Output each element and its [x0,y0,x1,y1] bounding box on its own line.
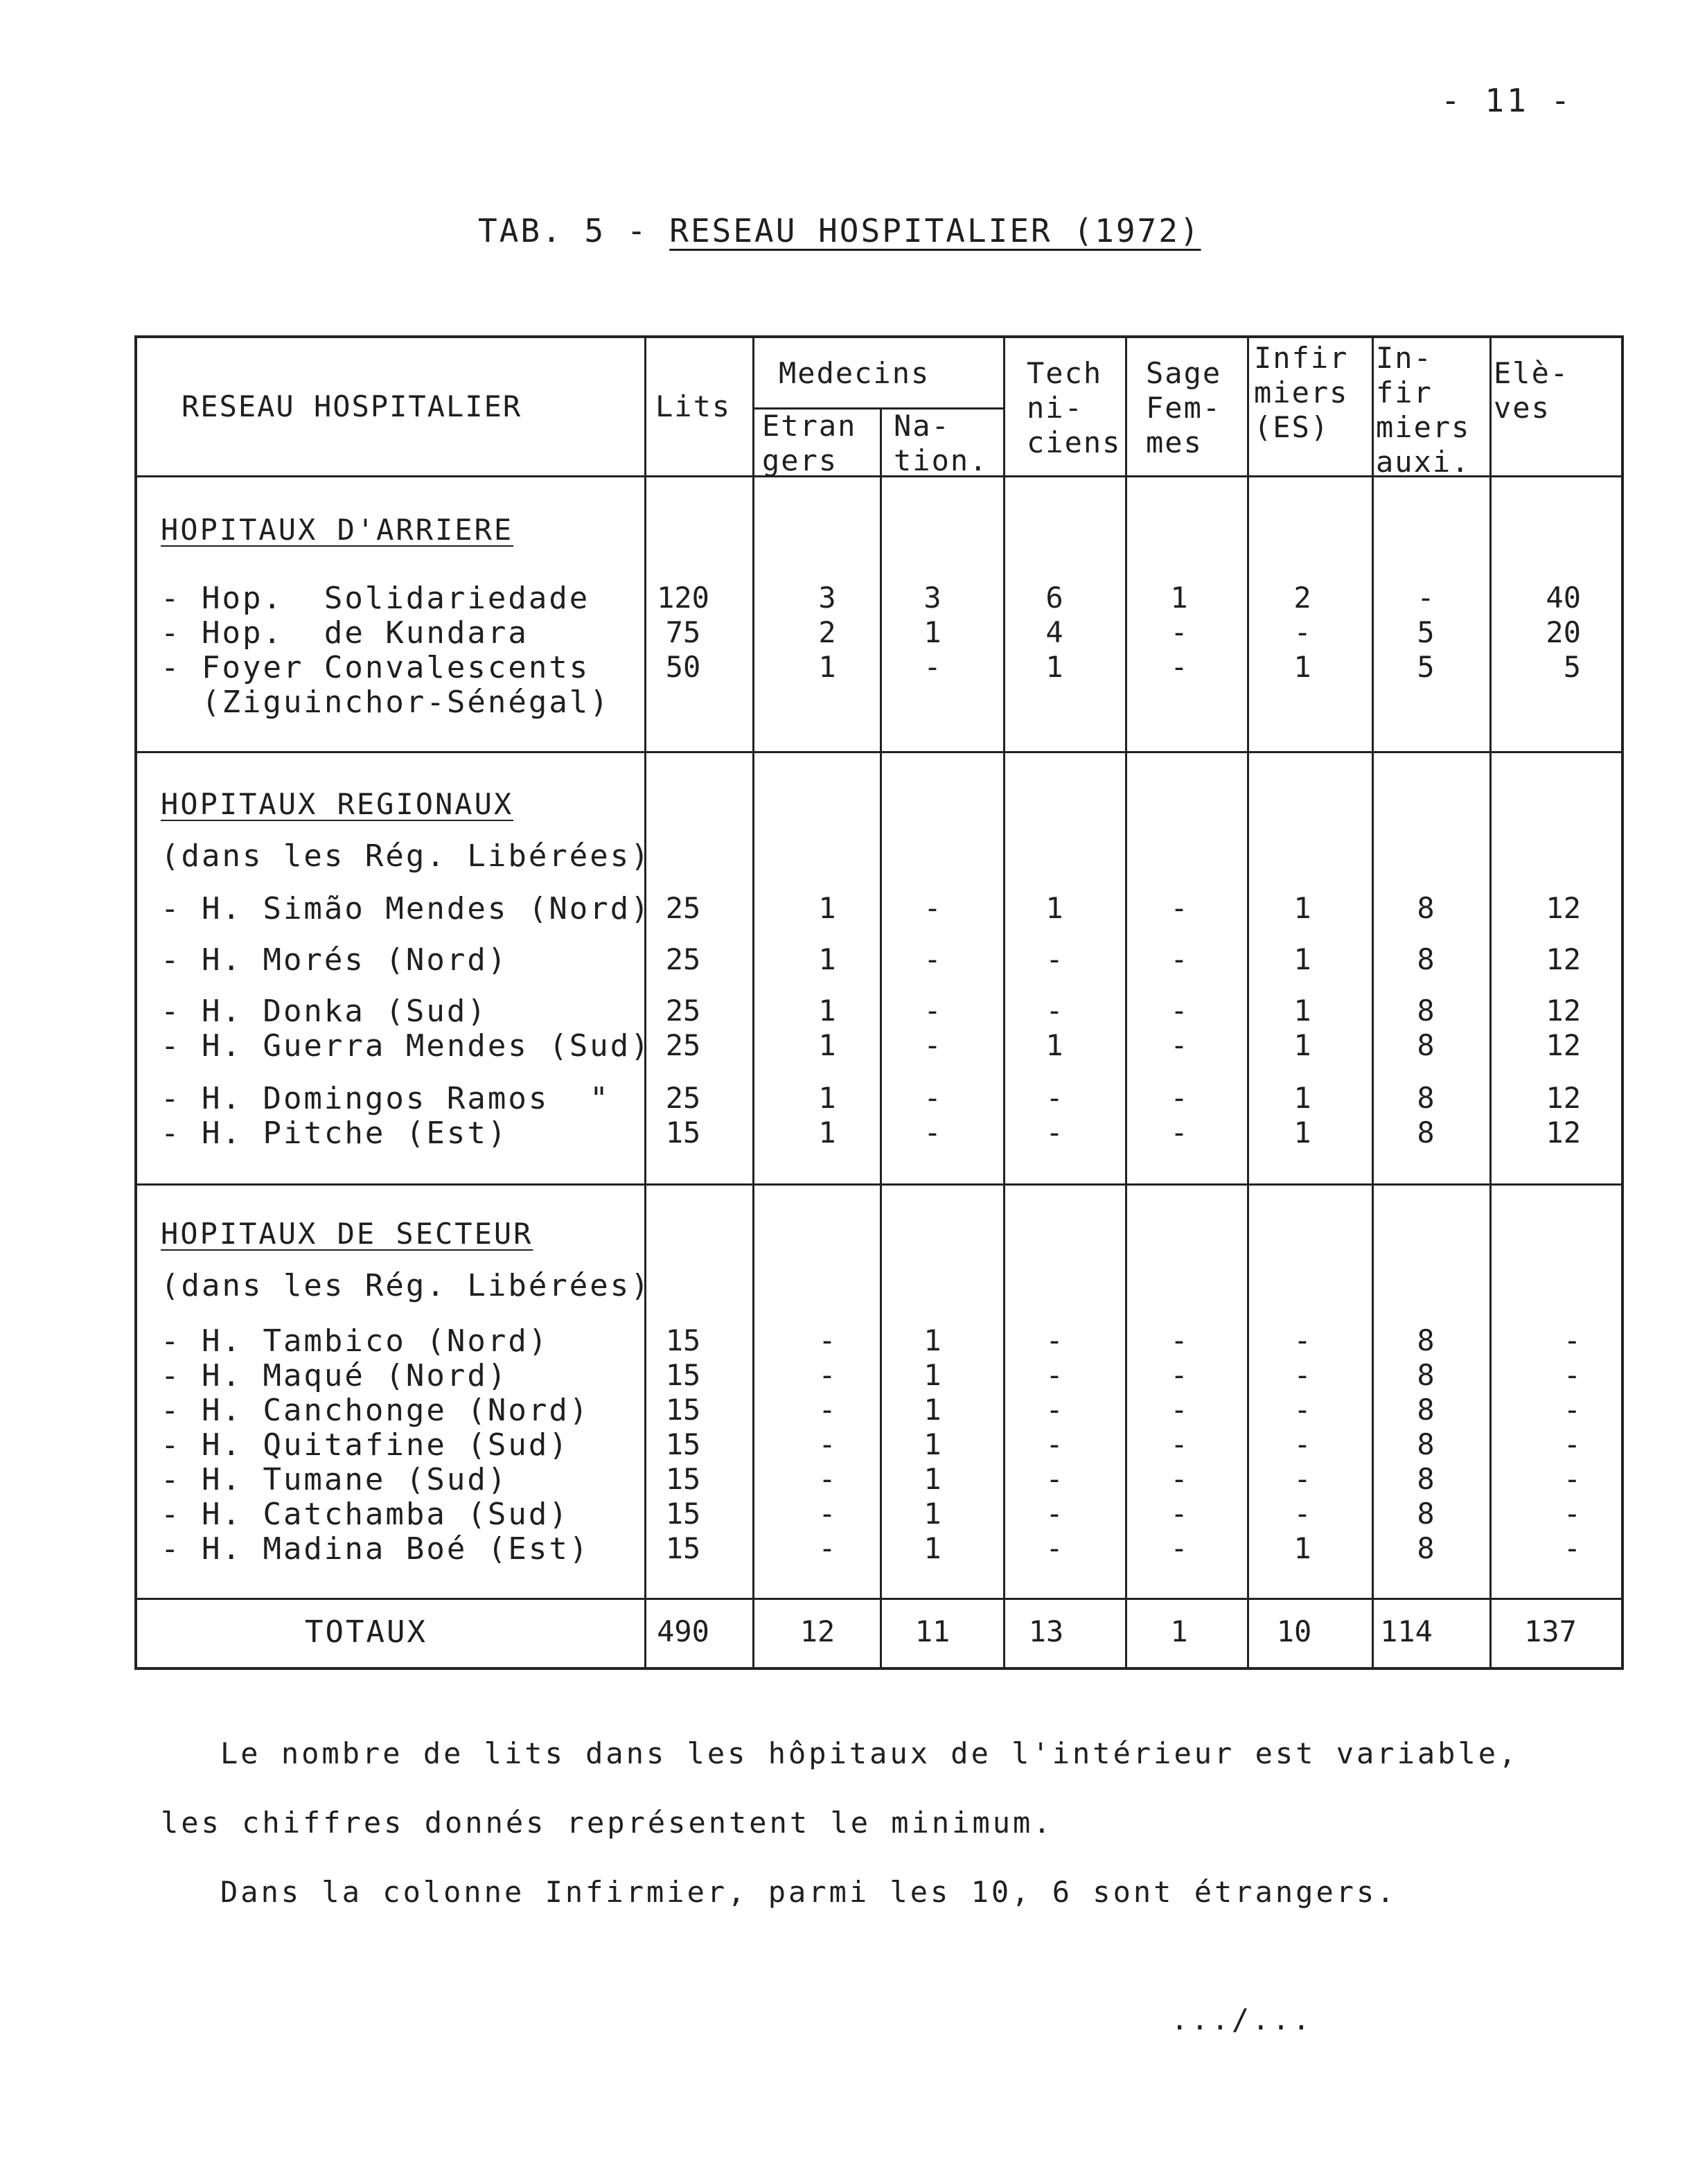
table-cell-tech: - [1045,1427,1063,1461]
table-cell-inf: 1 [1293,1116,1311,1150]
table-cell-etr: - [818,1462,836,1496]
table-cell-aux: 8 [1417,1497,1435,1531]
table-cell-sage: - [1170,1393,1188,1427]
section-title: HOPITAUX D'ARRIERE [161,513,514,547]
table-cell-aux: 8 [1417,1462,1435,1496]
footnote-2: les chiffres donnés représentent le minimum. [161,1806,1054,1840]
table-row-name: - H. Donka (Sud) [161,994,488,1029]
table-cell-lits: 50 [665,650,701,684]
table-cell-nat: - [923,942,941,976]
table-cell-sage: - [1170,891,1188,925]
totals-nationaux: 11 [914,1614,950,1648]
table-cell-elev: 12 [1546,1028,1581,1062]
table-cell-lits: 25 [665,1081,701,1115]
header-etrangers: Etran gers [762,409,857,477]
table-cell-nat: 1 [923,1358,941,1392]
table-row-name: - H. Morés (Nord) [161,942,508,978]
table-cell-nat: 1 [923,1462,941,1496]
table-cell-elev: 20 [1546,615,1581,649]
table-cell-elev: 40 [1546,581,1581,615]
table-cell-aux: 5 [1417,650,1435,684]
table-cell-aux: - [1417,581,1435,615]
grid-line-v [1003,335,1005,1667]
table-cell-aux: 8 [1417,1393,1435,1427]
table-cell-elev: - [1563,1497,1581,1531]
table-cell-tech: - [1045,1081,1063,1115]
grid-line-h [134,1183,1624,1186]
table-cell-etr: 1 [818,942,836,976]
table-cell-nat: 3 [923,581,941,615]
table-row-name: - H. Quitafine (Sud) [161,1427,569,1463]
table-cell-elev: 12 [1546,1116,1581,1150]
footnote-1: Le nombre de lits dans les hôpitaux de l'intérieur est variable, [220,1736,1519,1770]
table-row-name: - H. Simão Mendes (Nord) [161,891,651,926]
table-cell-sage: - [1170,1116,1188,1150]
table-cell-inf: 2 [1293,581,1311,615]
table-cell-tech: 4 [1045,615,1063,649]
section-subtitle: (dans les Rég. Libérées) [161,1268,651,1303]
table-row-name: - Hop. de Kundara [161,615,529,651]
table-cell-inf: - [1293,1462,1311,1496]
table-cell-tech: - [1045,1393,1063,1427]
table-cell-tech: - [1045,1116,1063,1150]
grid-line-v [880,407,882,1667]
table-cell-elev: - [1563,1323,1581,1357]
table-cell-etr: 1 [818,1116,836,1150]
table-cell-sage: - [1170,1358,1188,1392]
table-row-name: (Ziguinchor-Sénégal) [161,685,610,720]
header-medecins: Medecins [779,356,930,390]
table-cell-nat: 1 [923,1393,941,1427]
table-cell-lits: 75 [665,615,701,649]
header-sage-femmes: Sage Fem- mes [1146,356,1222,459]
grid-line-h [134,1598,1624,1600]
header-techniciens: Tech ni- ciens [1027,356,1122,459]
table-cell-elev: - [1563,1358,1581,1392]
table-cell-etr: 1 [818,994,836,1028]
grid-line-v [1247,335,1249,1667]
table-cell-tech: - [1045,1462,1063,1496]
table-row-name: - H. Guerra Mendes (Sud) [161,1028,651,1064]
table-cell-nat: - [923,650,941,684]
table-cell-aux: 8 [1417,942,1435,976]
table-title [478,212,1201,249]
table-cell-nat: - [923,1116,941,1150]
table-cell-tech: 6 [1045,581,1063,615]
table-cell-inf: 1 [1293,891,1311,925]
totals-sage-femmes: 1 [1170,1614,1188,1648]
table-cell-inf: - [1293,1358,1311,1392]
table-cell-sage: - [1170,1531,1188,1565]
table-cell-sage: - [1170,1427,1188,1461]
table-cell-nat: - [923,1028,941,1062]
table-cell-etr: 1 [818,1028,836,1062]
header-reseau: RESEAU HOSPITALIER [182,389,522,423]
table-cell-elev: 12 [1546,994,1581,1028]
table-cell-nat: - [923,994,941,1028]
table-cell-tech: 1 [1045,650,1063,684]
table-cell-lits: 25 [665,942,701,976]
table-cell-aux: 8 [1417,1028,1435,1062]
header-eleves: Elè- ves [1494,356,1570,425]
table-cell-lits: 15 [665,1323,701,1357]
table-cell-etr: - [818,1531,836,1565]
table-cell-elev: - [1563,1427,1581,1461]
table-cell-etr: - [818,1393,836,1427]
table-cell-lits: 15 [665,1116,701,1150]
table-cell-sage: - [1170,1028,1188,1062]
table-cell-elev: 12 [1546,1081,1581,1115]
table-cell-lits: 15 [665,1462,701,1496]
table-cell-nat: 1 [923,1323,941,1357]
table-cell-inf: - [1293,615,1311,649]
table-row-name: - H. Canchonge (Nord) [161,1393,590,1428]
totals-infirmiers-auxi: 114 [1380,1614,1433,1648]
table-cell-inf: 1 [1293,994,1311,1028]
grid-line-v [752,335,754,1667]
table-cell-inf: - [1293,1497,1311,1531]
table-cell-aux: 8 [1417,891,1435,925]
section-title: HOPITAUX REGIONAUX [161,787,514,821]
header-infirmiers-auxi: In- fir miers auxi. [1376,341,1471,479]
table-cell-tech: 1 [1045,891,1063,925]
table-cell-sage: - [1170,1323,1188,1357]
table-cell-inf: - [1293,1393,1311,1427]
table-row-name: - H. Maqué (Nord) [161,1358,508,1393]
table-cell-lits: 15 [665,1427,701,1461]
footnote-3: Dans la colonne Infirmier, parmi les 10, 6 sont étrangers. [220,1875,1397,1909]
table-cell-aux: 8 [1417,1427,1435,1461]
totals-lits: 490 [657,1614,709,1648]
table-row-name: - H. Tumane (Sud) [161,1462,508,1497]
table-cell-nat: 1 [923,615,941,649]
table-cell-nat: 1 [923,1427,941,1461]
table-cell-sage: - [1170,1462,1188,1496]
section-title: HOPITAUX DE SECTEUR [161,1217,533,1251]
table-cell-aux: 8 [1417,1081,1435,1115]
table-cell-sage: - [1170,942,1188,976]
table-cell-sage: - [1170,1497,1188,1531]
grid-line-v [1125,335,1127,1667]
table-cell-tech: - [1045,1358,1063,1392]
totals-label: TOTAUX [305,1614,427,1650]
table-cell-tech: - [1045,1497,1063,1531]
table-cell-lits: 25 [665,1028,701,1062]
table-cell-elev: 12 [1546,891,1581,925]
grid-line-h [134,751,1624,753]
table-cell-inf: 1 [1293,650,1311,684]
totals-infirmiers-es: 10 [1276,1614,1312,1648]
header-nationaux: Na- tion. [894,409,989,477]
table-cell-lits: 15 [665,1497,701,1531]
table-cell-inf: 1 [1293,1028,1311,1062]
table-cell-etr: - [818,1427,836,1461]
table-cell-etr: 1 [818,891,836,925]
table-cell-sage: - [1170,1081,1188,1115]
table-title-main: RESEAU HOSPITALIER (1972) [669,212,1201,249]
table-cell-nat: - [923,1081,941,1115]
table-cell-aux: 5 [1417,615,1435,649]
table-cell-sage: 1 [1170,581,1188,615]
table-cell-aux: 8 [1417,1531,1435,1565]
table-cell-aux: 8 [1417,1358,1435,1392]
table-cell-aux: 8 [1417,1323,1435,1357]
table-cell-lits: 25 [665,891,701,925]
table-cell-elev: 12 [1546,942,1581,976]
table-cell-aux: 8 [1417,1116,1435,1150]
table-cell-lits: 15 [665,1358,701,1392]
table-cell-nat: 1 [923,1531,941,1565]
table-cell-tech: - [1045,994,1063,1028]
table-cell-etr: - [818,1358,836,1392]
totals-eleves: 137 [1524,1614,1577,1648]
table-cell-etr: - [818,1323,836,1357]
table-row-name: - H. Tambico (Nord) [161,1323,549,1359]
table-cell-elev: - [1563,1462,1581,1496]
table-cell-elev: - [1563,1393,1581,1427]
table-cell-tech: - [1045,942,1063,976]
header-lits: Lits [655,389,732,423]
table-cell-etr: 1 [818,1081,836,1115]
page-number: - 11 - [1441,82,1573,119]
table-cell-etr: 2 [818,615,836,649]
table-cell-lits: 120 [657,581,709,615]
header-infirmiers-es: Infir miers (ES) [1254,341,1349,444]
table-cell-sage: - [1170,650,1188,684]
table-cell-elev: - [1563,1531,1581,1565]
table-cell-inf: - [1293,1427,1311,1461]
section-subtitle: (dans les Rég. Libérées) [161,838,651,874]
table-cell-tech: 1 [1045,1028,1063,1062]
table-cell-etr: 1 [818,650,836,684]
table-cell-etr: - [818,1497,836,1531]
table-cell-inf: 1 [1293,1081,1311,1115]
continuation-mark: .../... [1171,2002,1314,2036]
table-title-prefix: TAB. 5 - [478,212,670,249]
grid-line-v [1372,335,1374,1667]
totals-etrangers: 12 [799,1614,835,1648]
table-row-name: - Hop. Solidariedade [161,581,590,616]
table-cell-tech: - [1045,1531,1063,1565]
table-row-name: - H. Catchamba (Sud) [161,1497,569,1532]
table-row-name: - H. Domingos Ramos " [161,1081,610,1116]
table-row-name: - H. Pitche (Est) [161,1116,508,1151]
table-cell-tech: - [1045,1323,1063,1357]
totals-techniciens: 13 [1028,1614,1064,1648]
table-cell-inf: - [1293,1323,1311,1357]
table-cell-nat: 1 [923,1497,941,1531]
table-cell-lits: 15 [665,1393,701,1427]
table-cell-sage: - [1170,994,1188,1028]
table-cell-lits: 25 [665,994,701,1028]
table-cell-sage: - [1170,615,1188,649]
table-cell-nat: - [923,891,941,925]
table-cell-aux: 8 [1417,994,1435,1028]
table-cell-lits: 15 [665,1531,701,1565]
table-cell-inf: 1 [1293,1531,1311,1565]
table-cell-etr: 3 [818,581,836,615]
table-cell-inf: 1 [1293,942,1311,976]
table-cell-elev: 5 [1563,650,1581,684]
table-row-name: - H. Madina Boé (Est) [161,1531,590,1567]
table-row-name: - Foyer Convalescents [161,650,590,685]
